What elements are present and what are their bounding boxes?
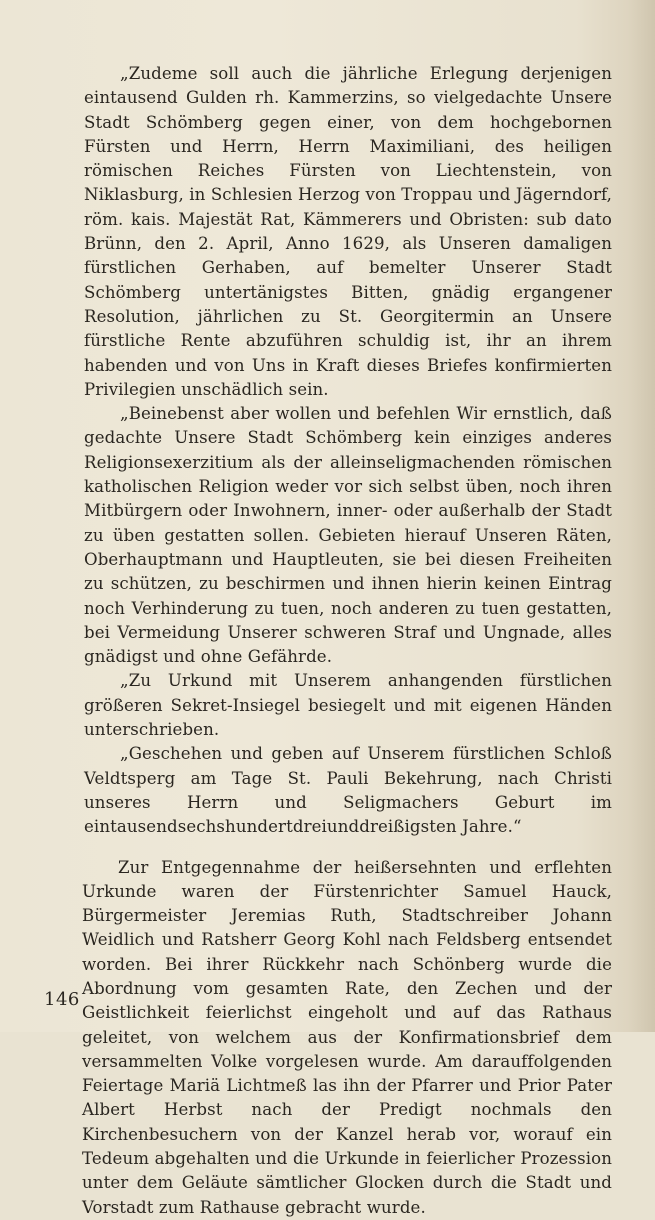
paragraph-geschehen: „Geschehen und geben auf Unserem fürstlichen Schloß Veldtsperg am Tage St. Pauli Bekehrung, nach Christi unseres Herrn und Seligmachers Geburt im eintausendsechshundertdreiunddreißigsten Jahre.“ [84,744,612,837]
paragraph-religion: „Beinebenst aber wollen und befehlen Wir ernstlich, daß gedachte Unsere Stadt Schömberg kein einziges anderes Religionsexerzitium als der alleinseligmachenden römischen katholischen Religion weder vor sich selbst üben, noch ihren Mitbürgern oder Inwohnern, inner- oder außerhalb der Stadt zu üben gestatten sollen. Gebieten hierauf Unseren Räten, Oberhauptmann und Hauptleuten, sie bei diesen Freiheiten zu schützen, zu beschirmen und ihnen hierin keinen Eintrag noch Verhinderung zu tuen, noch anderen zu tuen gestatten, bei Vermeidung Unserer schweren Straf und Ungnade, alles gnädigst und ohne Gefährde. [84,404,612,667]
text-body [82,62,612,1220]
charter-quote [82,62,612,840]
narrative [82,856,612,1220]
page-number: 146 [44,989,80,1010]
paragraph-insiegel: „Zu Urkund mit Unserem anhangenden fürstlichen größeren Sekret-Insiegel besiegelt und mit eigenen Händen unterschrieben. [84,671,612,740]
paragraph-entgegennahme: Zur Entgegennahme der heißersehnten und erflehten Urkunde waren der Fürstenrichter Samuel Hauck, Bürgermeister Jeremias Ruth, Stadtschreiber Johann Weidlich und Ratsherr Georg Kohl nach Feldsberg entsendet worden. Bei ihrer Rückkehr nach Schönberg wurde die Abordnung vom gesamten Rate, den Zechen und der Geistlichkeit feierlichst eingeholt und auf das Rathaus geleitet, von welchem aus der Konfirmationsbrief dem versammelten Volke vorgelesen wurde. Am darauffolgenden Feiertage Mariä Lichtmeß las ihn der Pfarrer und Prior Pater Albert Herbst nach der Predigt nochmals den Kirchenbesuchern von der Kanzel herab vor, worauf ein Tedeum abgehalten und die Urkunde in feierlicher Prozession unter dem Geläute sämtlicher Glocken durch die Stadt und Vorstadt zum Rathause gebracht wurde. [82,857,612,1217]
paragraph-kammerzins: „Zudeme soll auch die jährliche Erlegung derjenigen eintausend Gulden rh. Kammerzins, so vielgedachte Unsere Stadt Schömberg gegen einer, von dem hochgebornen Fürsten und Herrn, Herrn Maximiliani, des heiligen römischen Reiches Fürsten von Liechtenstein, von Niklasburg, in Schlesien Herzog von Troppau und Jägerndorf, röm. kais. Majestät Rat, Kämmerers und Obristen: sub dato Brünn, den 2. April, Anno 1629, als Unseren damaligen fürstlichen Gerhaben, auf bemelter Unserer Stadt Schömberg untertänigstes Bitten, gnädig ergangener Resolution, jährlichen zu St. Georgitermin an Unsere fürstliche Rente abzuführen schuldig ist, ihr an ihrem habenden und von Uns in Kraft dieses Briefes konfirmierten Privilegien unschädlich sein. [84,64,612,399]
